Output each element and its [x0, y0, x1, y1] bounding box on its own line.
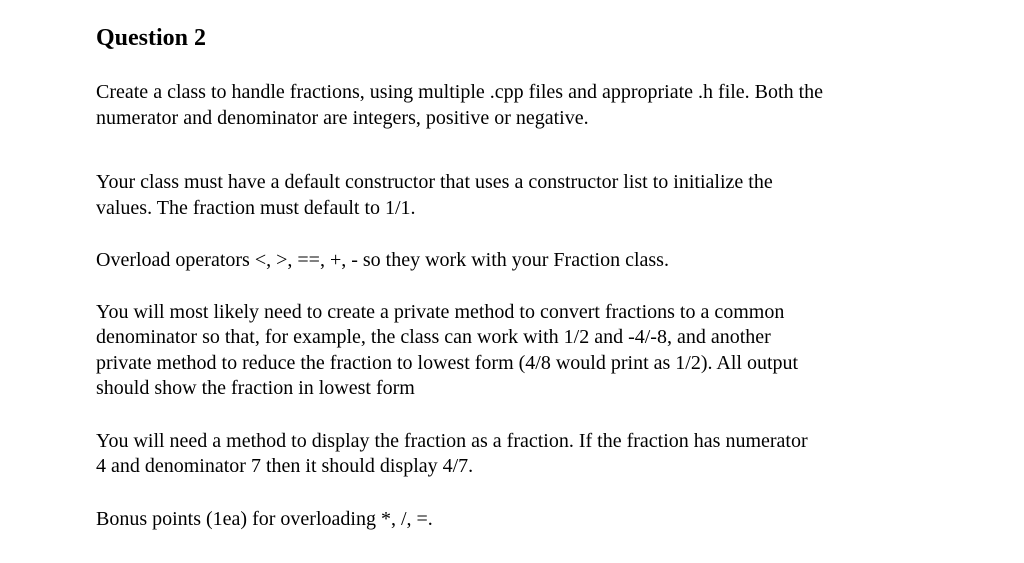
paragraph-constructor — [96, 170, 996, 221]
paragraph-display-method — [96, 429, 996, 480]
paragraph-line: 4 and denominator 7 then it should display 4/7. — [96, 455, 474, 477]
paragraph-line: Create a class to handle fractions, using multiple .cpp files and appropriate .h file. Both the — [96, 81, 824, 103]
paragraph-operators — [96, 248, 996, 274]
paragraph-line: Overload operators <, >, ==, +, - so they work with your Fraction class. — [96, 249, 669, 271]
question-title: Question 2 — [96, 25, 207, 51]
paragraph-line: denominator so that, for example, the class can work with 1/2 and -4/-8, and another — [96, 326, 771, 348]
paragraph-line: should show the fraction in lowest form — [96, 377, 415, 399]
paragraph-line: private method to reduce the fraction to lowest form (4/8 would print as 1/2). All output — [96, 351, 799, 374]
paragraph-line: values. The fraction must default to 1/1. — [96, 196, 416, 219]
paragraph-line: You will most likely need to create a private method to convert fractions to a common — [96, 300, 785, 323]
paragraph-private-methods — [96, 300, 996, 402]
paragraph-line: Bonus points (1ea) for overloading *, /, =. — [96, 507, 433, 530]
document-page — [96, 22, 996, 532]
paragraph-bonus — [96, 507, 996, 533]
paragraph-line: numerator and denominator are integers, positive or negative. — [96, 106, 589, 129]
paragraph-line: Your class must have a default constructor that uses a constructor list to initialize the — [96, 171, 773, 193]
paragraph-requirements — [96, 80, 996, 131]
paragraph-line: You will need a method to display the fraction as a fraction. If the fraction has numerator — [96, 429, 808, 452]
